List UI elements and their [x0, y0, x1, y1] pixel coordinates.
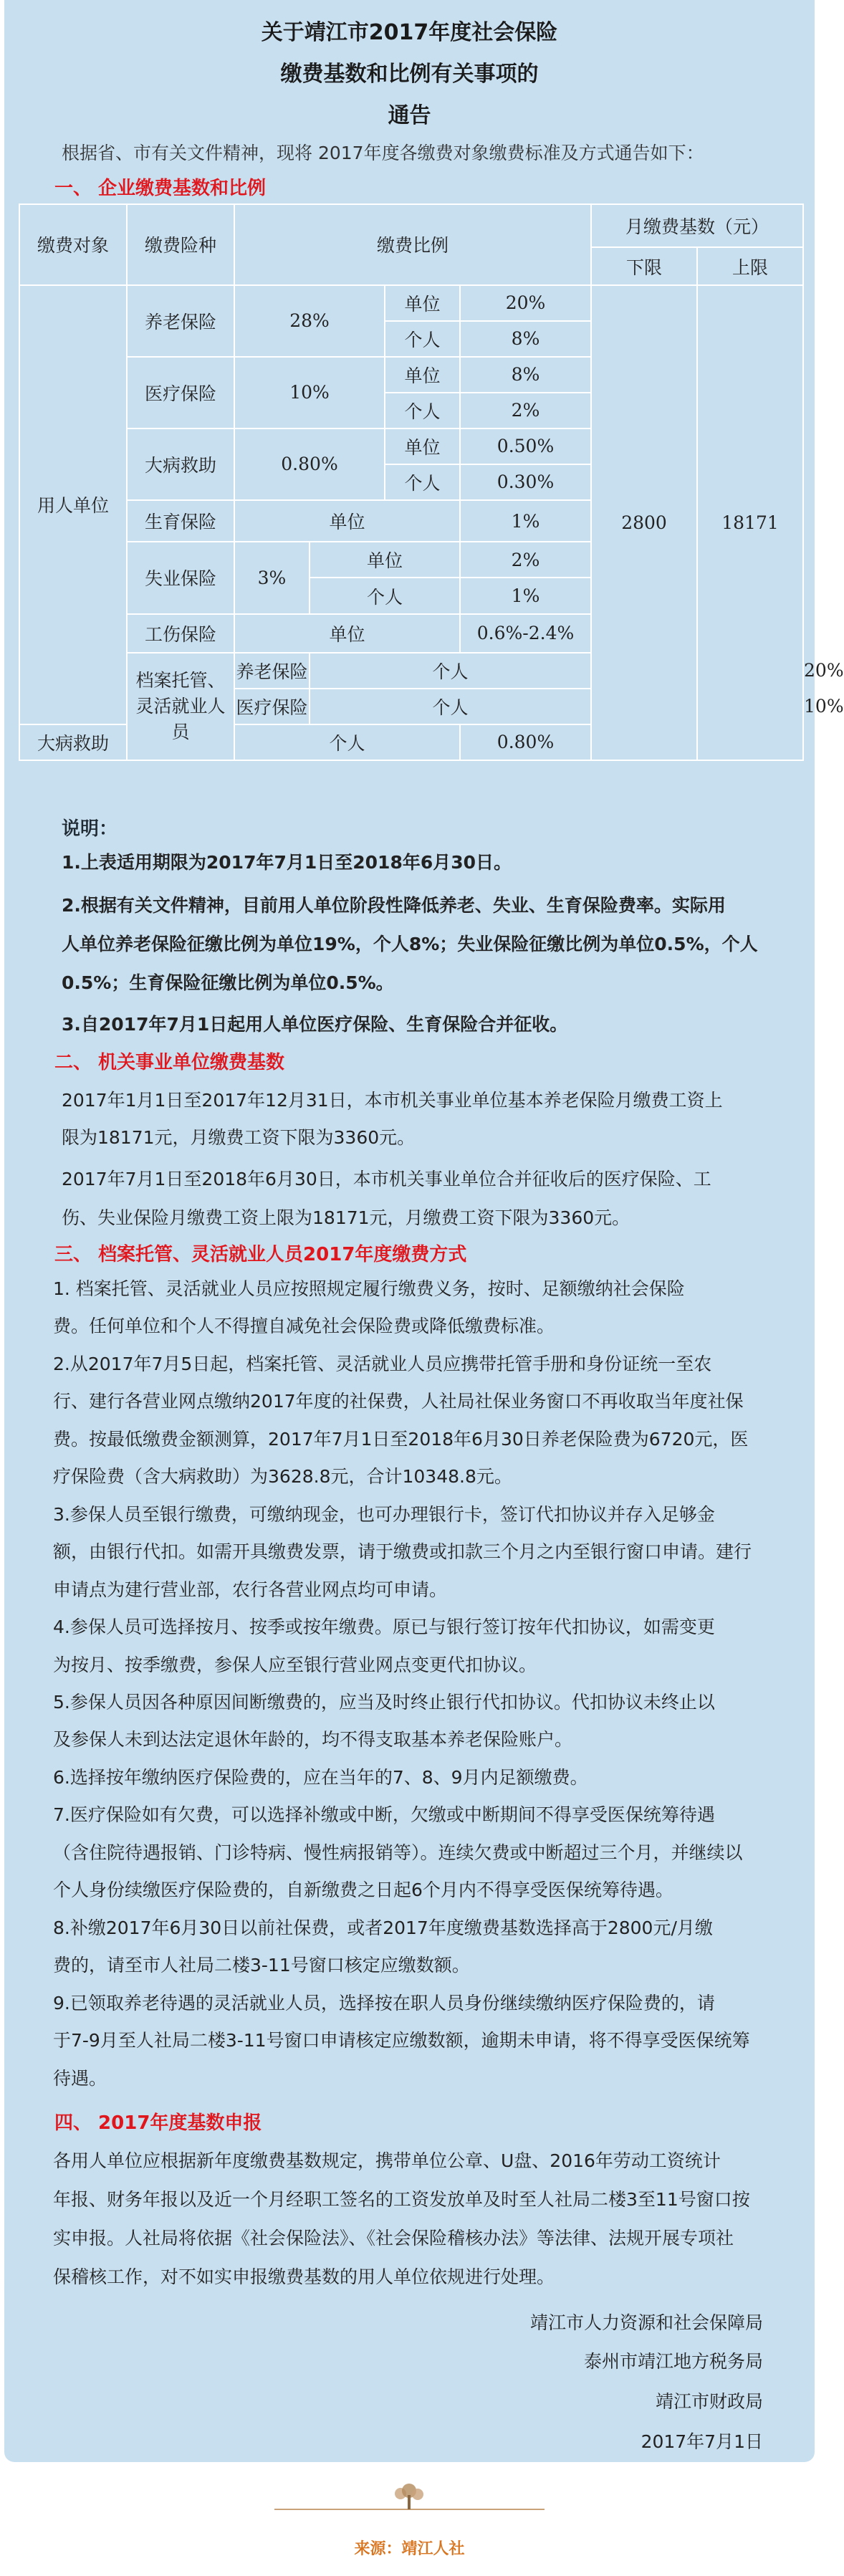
label-unit: 单位	[310, 542, 460, 578]
notice-title-line1: 关于靖江市2017年度社会保险	[261, 20, 558, 45]
header-high: 上限	[697, 247, 803, 284]
base-high-value: 18171	[697, 285, 803, 760]
type-unemployment: 失业保险	[127, 542, 234, 613]
section3-heading: 三、 档案托管、灵活就业人员2017年度缴费方式	[54, 1244, 467, 1265]
unemployment-total: 3%	[234, 542, 310, 613]
section4-heading: 四、 2017年度基数申报	[54, 2112, 262, 2134]
section4-line: 年报、财务年报以及近一个月经职工签名的工资发放单及时至人社局二楼3至11号窗口按	[53, 2189, 750, 2210]
section2-p2-line1: 2017年7月1日至2018年6月30日，本市机关事业单位合并征收后的医疗保险、工	[62, 1169, 711, 1189]
notes-heading: 说明：	[62, 818, 118, 840]
type-medical: 医疗保险	[127, 357, 234, 428]
section3-line: 9.已领取养老待遇的灵活就业人员，选择按在职人员身份继续缴纳医疗保险费的，请	[53, 1992, 715, 2014]
section3-line: 1. 档案托管、灵活就业人员应按照规定履行缴费义务，按时、足额缴纳社会保险	[53, 1278, 685, 1299]
serious-person-rate: 0.30%	[460, 464, 591, 500]
label-person: 个人	[310, 578, 460, 613]
type-injury: 工伤保险	[127, 614, 234, 653]
serious-total: 0.80%	[234, 428, 385, 500]
notice-card	[4, 0, 844, 2462]
notice-intro: 根据省、市有关文件精神，现将 2017年度各缴费对象缴费标准及方式通告如下：	[62, 143, 704, 163]
section1-heading: 一、 企业缴费基数和比例	[54, 178, 267, 199]
section2-p1-line1: 2017年1月1日至2017年12月31日，本市机关事业单位基本养老保险月缴费工资上	[62, 1090, 723, 1111]
section3-line: 3.参保人员至银行缴费，可缴纳现金，也可办理银行卡，签订代扣协议并存入足够金	[53, 1503, 715, 1525]
section3-line: 4.参保人员可选择按月、按季或按年缴费。原已与银行签订按年代扣协议，如需变更	[53, 1617, 715, 1638]
signature-org2: 泰州市靖江地方税务局	[583, 2351, 763, 2372]
type-maternity: 生育保险	[127, 500, 234, 542]
pension-person-rate: 8%	[460, 321, 591, 357]
note-2-line3: 0.5%；生育保险征缴比例为单位0.5%。	[62, 972, 394, 993]
section3-line: 为按月、按季缴费，参保人应至银行营业网点变更代扣协议。	[53, 1654, 537, 1675]
section3-line: 6.选择按年缴纳医疗保险费的，应在当年的7、8、9月内足额缴费。	[53, 1766, 588, 1788]
section3-line: 8.补缴2017年6月30日以前社保费，或者2017年度缴费基数选择高于2800元/月缴	[53, 1917, 713, 1938]
unemployment-unit-rate: 2%	[460, 542, 591, 578]
signature-org3: 靖江市财政局	[655, 2391, 763, 2412]
section3-line: 7.医疗保险如有欠费，可以选择补缴或中断，欠缴或中断期间不得享受医保统筹待遇	[53, 1804, 715, 1826]
flex-serious-rate: 0.80%	[460, 724, 591, 760]
pension-unit-rate: 20%	[460, 285, 591, 321]
injury-unit-label: 单位	[234, 614, 460, 653]
medical-person-rate: 2%	[460, 393, 591, 428]
header-type: 缴费险种	[127, 204, 234, 285]
section3-line: 2.从2017年7月5日起，档案托管、灵活就业人员应携带托管手册和身份证统一至农	[53, 1353, 712, 1374]
row-flexible: 档案托管、灵活就业人员	[127, 653, 234, 760]
header-base: 月缴费基数（元）	[591, 204, 803, 247]
serious-unit-rate: 0.50%	[460, 428, 591, 464]
footer-source: 来源：靖江人社	[354, 2540, 465, 2558]
section2-p2-line2: 伤、失业保险月缴费工资上限为18171元，月缴费工资下限为3360元。	[62, 1207, 630, 1228]
label-person: 个人	[385, 464, 460, 500]
section3-line: 个人身份续缴医疗保险费的，自新缴费之日起6个月内不得享受医保统筹待遇。	[53, 1880, 673, 1901]
notice-title-line2: 缴费基数和比例有关事项的	[280, 62, 539, 87]
section3-line: 费的，请至市人社局二楼3-11号窗口核定应缴数额。	[53, 1955, 470, 1976]
maternity-rate: 1%	[460, 500, 591, 542]
section3-line: 额，由银行代扣。如需开具缴费发票，请于缴费或扣款三个月之内至银行窗口申请。建行	[53, 1541, 752, 1563]
flex-type-medical: 医疗保险	[234, 689, 310, 724]
header-object: 缴费对象	[19, 204, 127, 285]
injury-rate: 0.6%-2.4%	[460, 614, 591, 653]
pension-total: 28%	[234, 285, 385, 357]
section3-line: 费。按最低缴费金额测算，2017年7月1日至2018年6月30日养老保险费为6720元，医	[53, 1428, 749, 1450]
note-3: 3.自2017年7月1日起用人单位医疗保险、生育保险合并征收。	[62, 1014, 568, 1035]
medical-total: 10%	[234, 357, 385, 428]
section3-line: 5.参保人员因各种原因间断缴费的，应当及时终止银行代扣协议。代扣协议未终止以	[53, 1692, 715, 1713]
label-person: 个人	[385, 321, 460, 357]
flex-type-serious: 大病救助	[19, 724, 127, 760]
section3-line: 及参保人未到达法定退休年龄的，均不得支取基本养老保险账户。	[53, 1729, 573, 1751]
flex-serious-label: 个人	[234, 724, 460, 760]
label-person: 个人	[385, 393, 460, 428]
section3-line: 费。任何单位和个人不得擅自减免社会保险费或降低缴费标准。	[53, 1316, 555, 1337]
label-unit: 单位	[385, 428, 460, 464]
section3-line: 行、建行各营业网点缴纳2017年度的社保费，人社局社保业务窗口不再收取当年度社保	[53, 1391, 744, 1412]
notice-title-line3: 通告	[388, 103, 431, 128]
header-ratio: 缴费比例	[234, 204, 591, 285]
medical-unit-rate: 8%	[460, 357, 591, 393]
signature-date: 2017年7月1日	[641, 2431, 763, 2452]
section3-line: 疗保险费（含大病救助）为3628.8元，合计10348.8元。	[53, 1466, 512, 1488]
label-unit: 单位	[385, 285, 460, 321]
flex-type-pension: 养老保险	[234, 653, 310, 689]
type-pension: 养老保险	[127, 285, 234, 357]
section4-line: 各用人单位应根据新年度缴费基数规定，携带单位公章、U盘、2016年劳动工资统计	[53, 2150, 721, 2171]
section2-heading: 二、 机关事业单位缴费基数	[54, 1052, 285, 1073]
signature-org1: 靖江市人力资源和社会保障局	[529, 2312, 763, 2333]
unemployment-person-rate: 1%	[460, 578, 591, 613]
note-2-line1: 2.根据有关文件精神，目前用人单位阶段性降低养老、失业、生育保险费率。实际用	[62, 895, 726, 916]
header-low: 下限	[591, 247, 697, 284]
section3-line: （含住院待遇报销、门诊特病、慢性病报销等）。连续欠费或中断超过三个月，并继续以	[53, 1842, 743, 1863]
maternity-unit-label: 单位	[234, 500, 460, 542]
section3-line: 申请点为建行营业部，农行各营业网点均可申请。	[53, 1579, 448, 1600]
row-employer: 用人单位	[19, 285, 127, 724]
section3-line: 于7-9月至人社局二楼3-11号窗口申请核定应缴数额，逾期未申请，将不得享受医保统筹	[53, 2030, 750, 2051]
type-serious: 大病救助	[127, 428, 234, 500]
label-unit: 单位	[385, 357, 460, 393]
note-2-line2: 人单位养老保险征缴比例为单位19%，个人8%；失业保险征缴比例为单位0.5%，个人	[62, 934, 758, 954]
section4-line: 实申报。人社局将依据《社会保险法》、《社会保险稽核办法》等法律、法规开展专项社	[53, 2228, 734, 2249]
flex-pension-label: 个人	[310, 653, 591, 689]
flex-medical-label: 个人	[310, 689, 591, 724]
contribution-table: 缴费对象 缴费险种 缴费比例 月缴费基数（元） 下限 上限 用人单位 养老保险 28% 单位 20% 2800 18171 个人 8% 医疗保险 10% 单位 8% 个人 2% 大病救助 0.80% 单位 0.50% 个人 0.30% 生育保险 单位 1% 失业保险 3% 单位 2% 个人 1% 工伤保险 单位 0.6%-2.4% 档案托管、灵活就业人员 养老保险 个人 20% 医疗保险 个人 10% 大病救助 个人 0.80%	[19, 204, 802, 761]
section2-p1-line2: 限为18171元，月缴费工资下限为3360元。	[62, 1127, 416, 1148]
note-1: 1.上表适用期限为2017年7月1日至2018年6月30日。	[62, 852, 512, 873]
base-low-value: 2800	[591, 285, 697, 760]
tree-divider-icon	[274, 2485, 545, 2514]
section3-line: 待遇。	[53, 2067, 107, 2089]
section4-line: 保稽核工作，对不如实申报缴费基数的用人单位依规进行处理。	[53, 2266, 555, 2287]
